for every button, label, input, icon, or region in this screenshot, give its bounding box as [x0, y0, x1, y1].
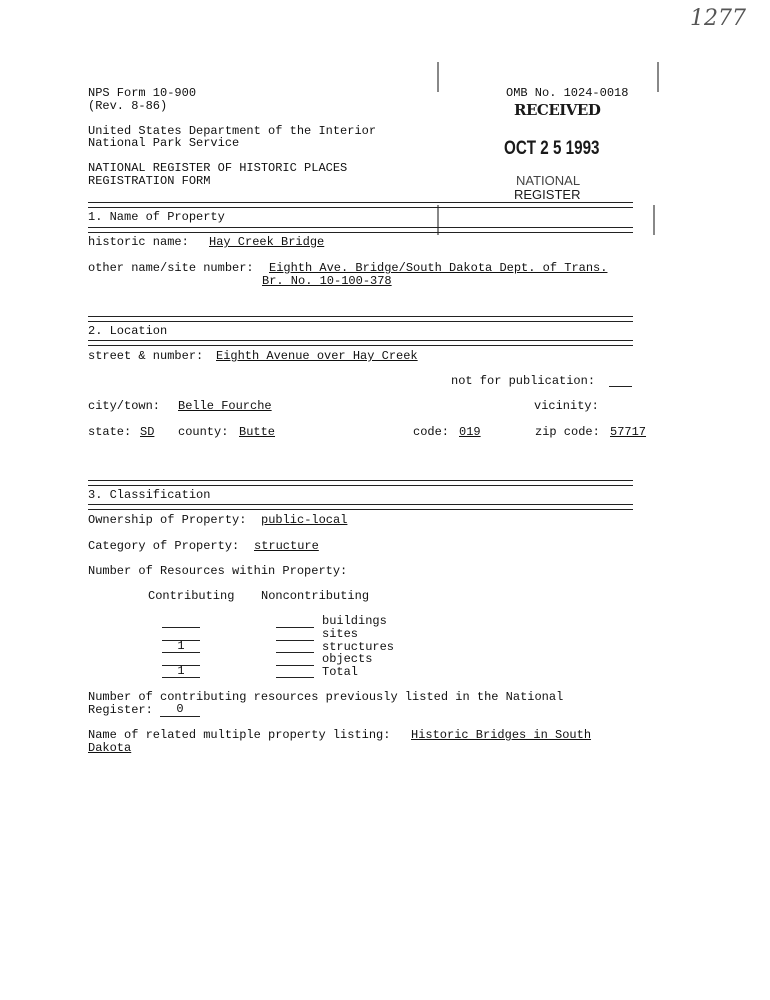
separator: [88, 202, 633, 208]
separator: [88, 340, 633, 346]
received-stamp: RECEIVED: [514, 101, 601, 119]
code-label: code:: [413, 425, 450, 439]
received-date: OCT 2 5 1993: [504, 138, 600, 159]
street-value: Eighth Avenue over Hay Creek: [216, 349, 418, 363]
form-revision: (Rev. 8-86): [88, 99, 168, 113]
ownership-label: Ownership of Property:: [88, 513, 247, 527]
contributing-count: 1: [177, 664, 185, 678]
multiple-listing-label: Name of related multiple property listing:: [88, 728, 391, 742]
separator: [88, 316, 633, 322]
city-value: Belle Fourche: [178, 399, 272, 413]
scan-artifact: [653, 205, 655, 235]
stamp-national: NATIONAL: [516, 173, 581, 188]
resource-type: objects: [322, 652, 373, 666]
historic-name-value: Hay Creek Bridge: [209, 235, 325, 249]
county-label: county:: [178, 425, 229, 439]
resource-type: structures: [322, 640, 395, 654]
category-value: structure: [254, 539, 319, 553]
other-name-label: other name/site number:: [88, 261, 254, 275]
multiple-listing-line2: Dakota: [88, 741, 132, 755]
ownership-value: public-local: [261, 513, 348, 527]
resource-type: sites: [322, 627, 359, 641]
section-3-heading: 3. Classification: [88, 488, 211, 502]
zip-value: 57717: [610, 425, 647, 439]
previously-listed-text: Number of contributing resources previously listed in the National: [88, 690, 564, 704]
resource-type: buildings: [322, 614, 387, 628]
stamp-register: REGISTER: [514, 187, 581, 202]
register-title: NATIONAL REGISTER OF HISTORIC PLACES: [88, 161, 348, 175]
code-value: 019: [459, 425, 481, 439]
omb-number: OMB No. 1024-0018: [506, 86, 629, 100]
resource-type: Total: [322, 665, 359, 679]
state-label: state:: [88, 425, 132, 439]
previously-listed-blank: [160, 716, 200, 717]
previously-listed-value: 0: [176, 702, 184, 716]
column-contributing: Contributing: [148, 589, 235, 603]
category-label: Category of Property:: [88, 539, 240, 553]
form-number: NPS Form 10-900: [88, 86, 197, 100]
multiple-listing-line1: Historic Bridges in South: [411, 728, 592, 742]
form-title: REGISTRATION FORM: [88, 174, 211, 188]
vicinity-label: vicinity:: [534, 399, 599, 413]
department: United States Department of the Interior: [88, 124, 377, 138]
not-for-publication-label: not for publication:: [451, 374, 596, 388]
street-label: street & number:: [88, 349, 204, 363]
previously-listed-label: Register:: [88, 703, 153, 717]
other-name-line2: Br. No. 10-100-378: [262, 274, 392, 288]
section-1-heading: 1. Name of Property: [88, 210, 225, 224]
city-label: city/town:: [88, 399, 161, 413]
other-name-line1: Eighth Ave. Bridge/South Dakota Dept. of Trans.: [269, 261, 608, 275]
separator: [88, 480, 633, 486]
scan-artifact: [437, 62, 439, 92]
separator: [88, 227, 633, 233]
service: National Park Service: [88, 136, 240, 150]
state-value: SD: [140, 425, 155, 439]
section-2-heading: 2. Location: [88, 324, 168, 338]
scan-artifact: [657, 62, 659, 92]
not-for-publication-blank: [609, 386, 632, 387]
zip-label: zip code:: [535, 425, 600, 439]
county-value: Butte: [239, 425, 276, 439]
column-noncontributing: Noncontributing: [261, 589, 370, 603]
separator: [88, 504, 633, 510]
historic-name-label: historic name:: [88, 235, 189, 249]
handwritten-number: 1277: [690, 6, 746, 31]
contributing-count: 1: [177, 639, 185, 653]
resources-label: Number of Resources within Property:: [88, 564, 348, 578]
